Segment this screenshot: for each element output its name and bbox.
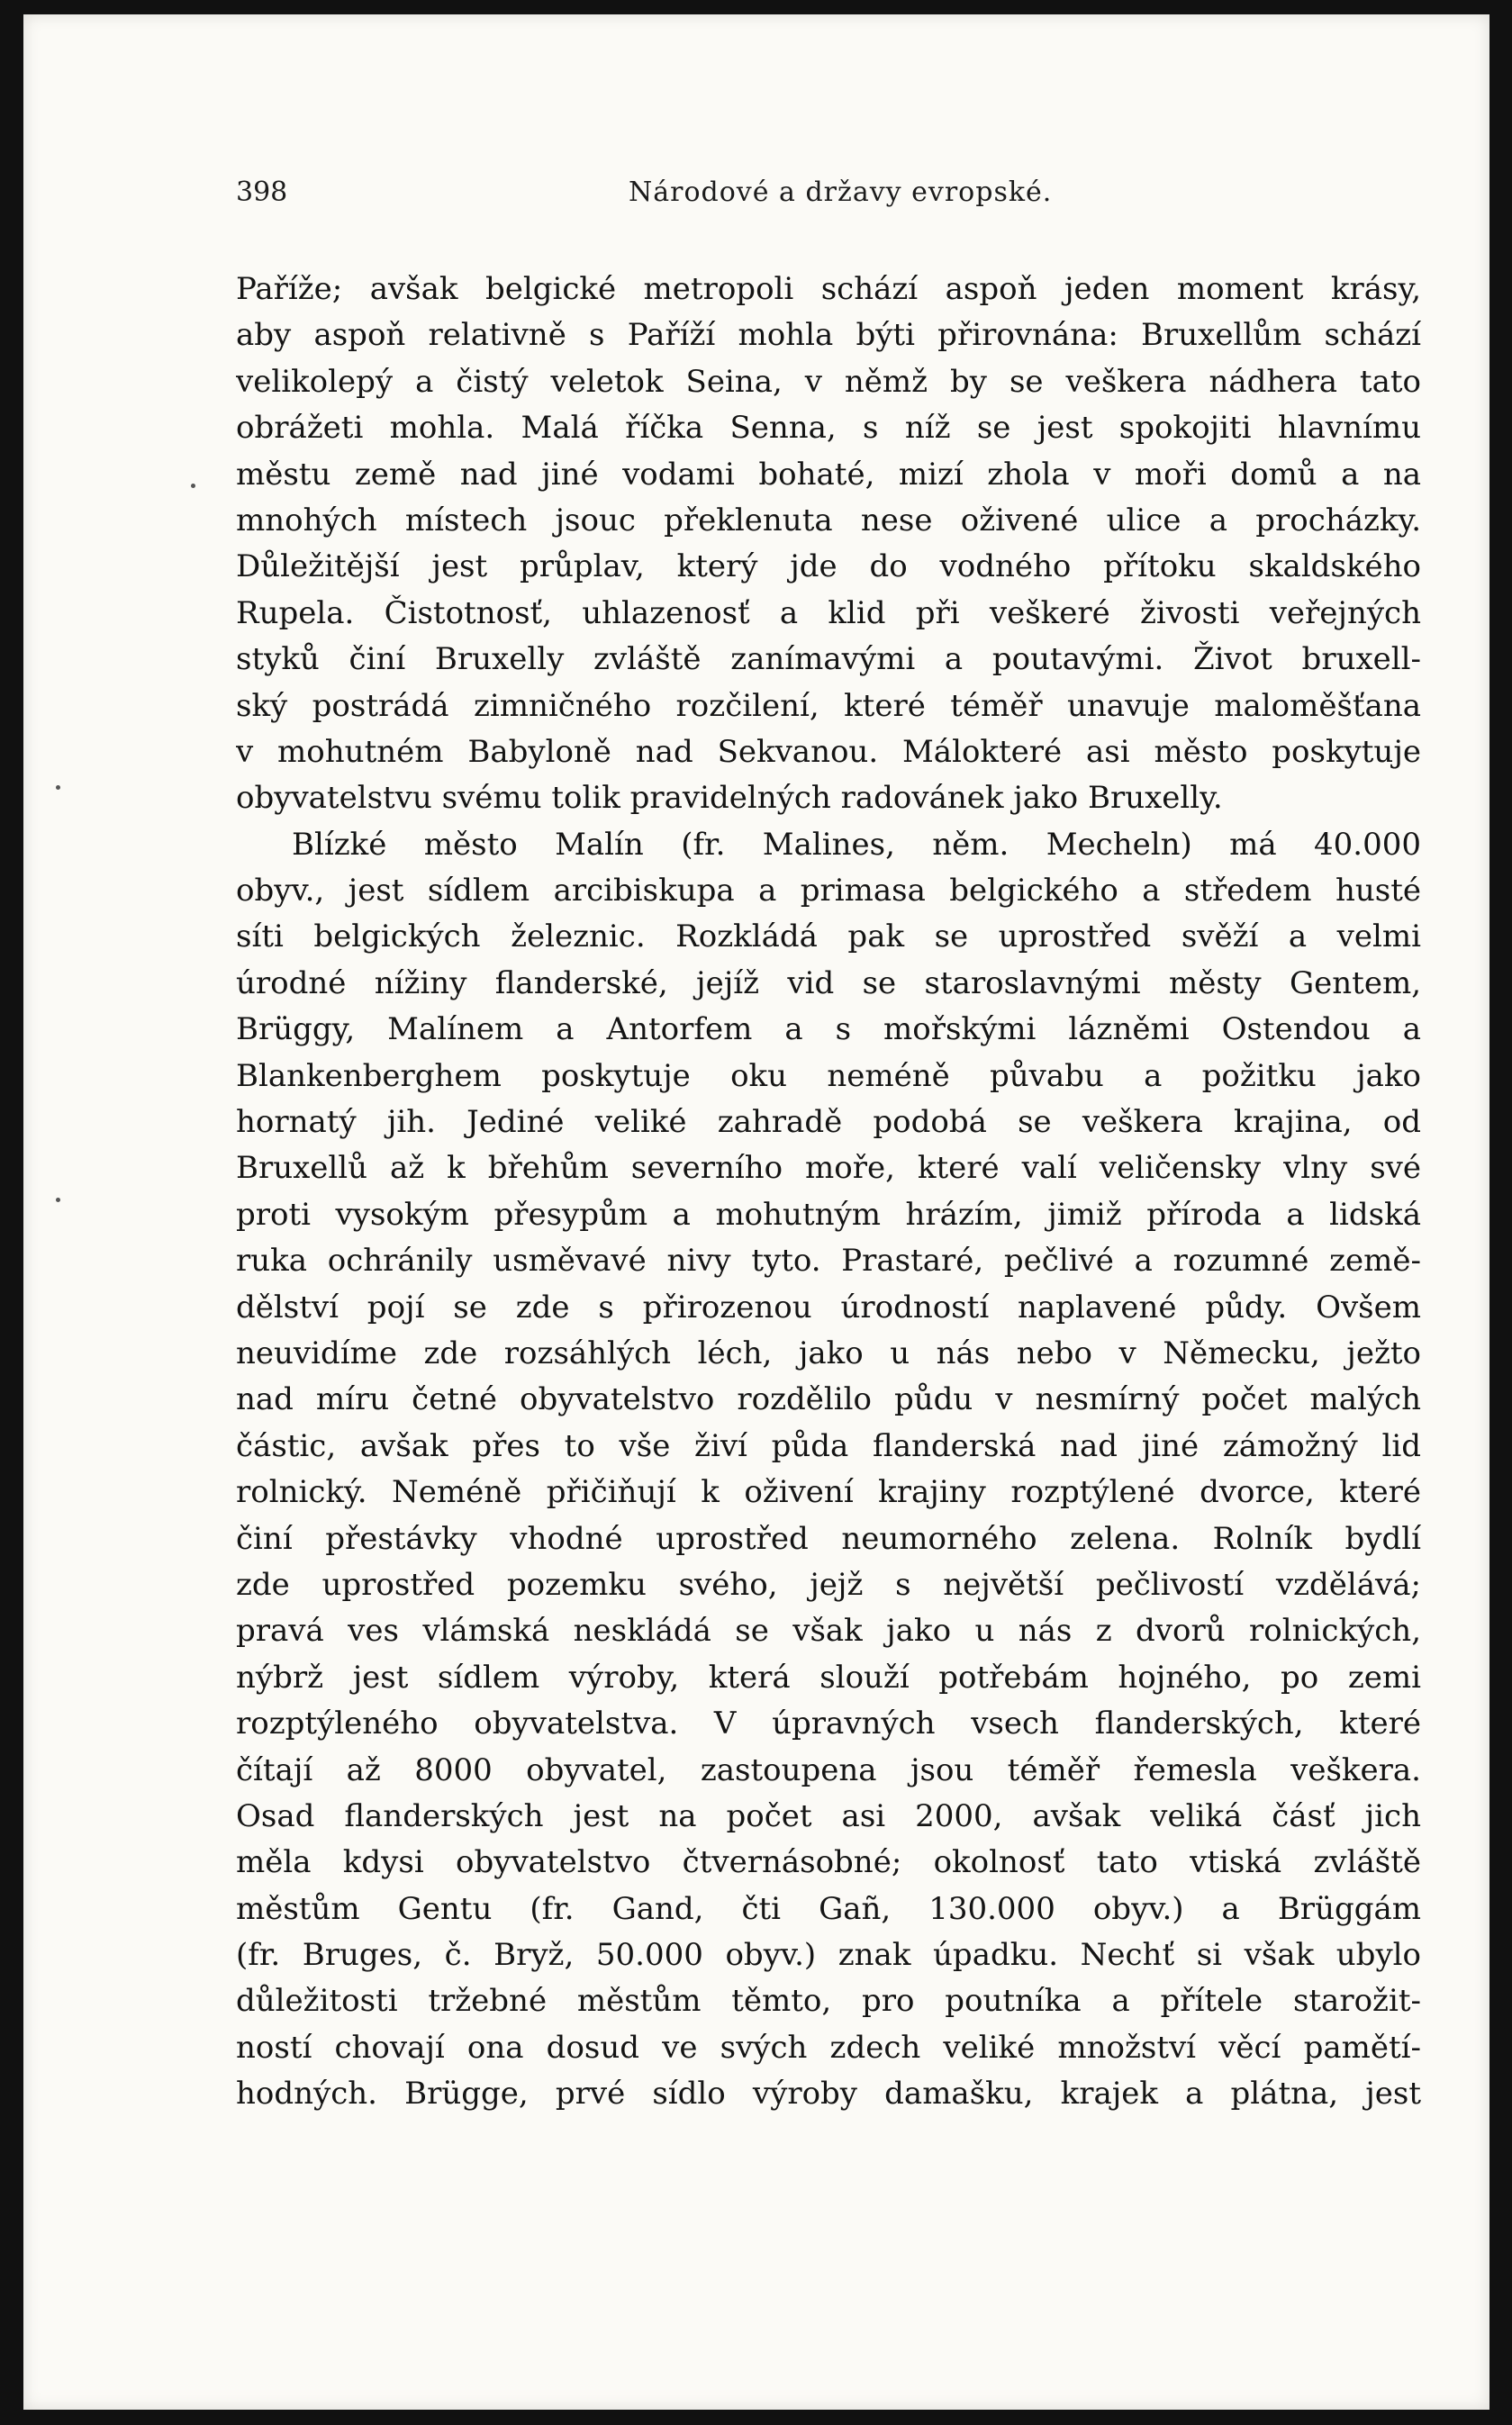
text-line: proti vysokým přesypům a mohutným hrázím, jimiž příroda a lidská (236, 1196, 1421, 1233)
text-line: částic, avšak přes to vše živí půda flanderská nad jiné zámožný lid (236, 1427, 1421, 1464)
text-line: čítají až 8000 obyvatel, zastoupena jsou téměř řemesla veškera. (236, 1751, 1421, 1788)
text-line: měla kdysi obyvatelstvo čtvernásobné; okolnosť tato vtiská zvláště (236, 1844, 1421, 1881)
text-line: Osad flanderských jest na počet asi 2000, avšak veliká čásť jich (236, 1797, 1421, 1834)
text-line: hodných. Brügge, prvé sídlo výroby damašku, krajek a plátna, jest (236, 2076, 1421, 2113)
text-line: v mohutném Babyloně nad Sekvanou. Málokteré asi město poskytuje (236, 733, 1421, 770)
text-line: Důležitější jest průplav, který jde do vodného přítoku skaldského (236, 548, 1421, 585)
text-line: důležitosti tržebné městům těmto, pro poutníka a přítele starožit- (236, 1983, 1421, 2020)
margin-speck (56, 1198, 60, 1202)
text-line: obrážeti mohla. Malá říčka Senna, s níž se jest spokojiti hlavnímu (236, 410, 1421, 447)
running-title: Národové a državy evropské. (629, 176, 1053, 208)
text-line: rolnický. Neméně přičiňují k oživení krajiny rozptýlené dvorce, které (236, 1474, 1421, 1511)
body-text (236, 267, 1421, 2118)
text-line: aby aspoň relativně s Paříží mohla býti přirovnána: Bruxellům schází (236, 317, 1421, 354)
text-line: Blízké město Malín (fr. Malines, něm. Mecheln) má 40.000 (292, 826, 1421, 863)
text-line: Blankenberghem poskytuje oku neméně půvabu a požitku jako (236, 1057, 1421, 1094)
text-line: obyv., jest sídlem arcibiskupa a primasa belgického a středem husté (236, 873, 1421, 909)
text-line: síti belgických železnic. Rozkládá pak se uprostřed svěží a velmi (236, 918, 1421, 955)
text-line: (fr. Bruges, č. Bryž, 50.000 obyv.) znak úpadku. Nechť si však ubylo (236, 1937, 1421, 1974)
text-line: nýbrž jest sídlem výroby, která slouží potřebám hojného, po zemi (236, 1659, 1421, 1696)
text-line: městům Gentu (fr. Gand, čti Gañ, 130.000 obyv.) a Brüggám (236, 1890, 1421, 1927)
page-number: 398 (236, 176, 288, 208)
text-line: úrodné nížiny flanderské, jejíž vid se staroslavnými městy Gentem, (236, 964, 1421, 1001)
text-line: obyvatelstvu svému tolik pravidelných radovánek jako Bruxelly. (236, 780, 1223, 817)
text-line: mnohých místech jsouc překlenuta nese oživené ulice a procházky. (236, 502, 1421, 538)
text-line: ský postrádá zimničného rozčilení, které téměř unavuje maloměšťana (236, 687, 1421, 724)
text-line: Rupela. Čistotnosť, uhlazenosť a klid při veškeré živosti veřejných (236, 594, 1421, 631)
text-line: styků činí Bruxelly zvláště zanímavými a poutavými. Život bruxell- (236, 641, 1421, 678)
running-head (236, 167, 1421, 222)
text-line: činí přestávky vhodné uprostřed neumorného zelena. Rolník bydlí (236, 1520, 1421, 1557)
text-line: zde uprostřed pozemku svého, jejž s největší pečlivostí vzdělává; (236, 1566, 1421, 1603)
text-line: hornatý jih. Jediné veliké zahradě podobá se veškera krajina, od (236, 1104, 1421, 1141)
text-line: Paříže; avšak belgické metropoli schází aspoň jeden moment krásy, (236, 271, 1421, 307)
text-line: nad míru četné obyvatelstvo rozdělilo půdu v nesmírný počet malých (236, 1381, 1421, 1418)
text-line: ností chovají ona dosud ve svých zdech veliké množství věcí pamětí- (236, 2029, 1421, 2066)
text-line: městu země nad jiné vodami bohaté, mizí zhola v moři domů a na (236, 456, 1421, 493)
text-line: Bruxellů až k břehům severního moře, které valí veličensky vlny své (236, 1150, 1421, 1187)
text-line: ruka ochránily usměvavé nivy tyto. Prastaré, pečlivé a rozumné země- (236, 1243, 1421, 1280)
text-line: dělství pojí se zde s přirozenou úrodností naplavené půdy. Ovšem (236, 1289, 1421, 1326)
text-line: velikolepý a čistý veletok Seina, v němž by se veškera nádhera tato (236, 363, 1421, 400)
text-line: neuvidíme zde rozsáhlých léch, jako u nás nebo v Německu, ježto (236, 1335, 1421, 1371)
text-line: pravá ves vlámská neskládá se však jako u nás z dvorů rolnických, (236, 1613, 1421, 1650)
margin-speck (191, 484, 195, 488)
text-line: Brüggy, Malínem a Antorfem a s mořskými lázněmi Ostendou a (236, 1011, 1421, 1048)
margin-speck (56, 785, 60, 790)
text-line: rozptýleného obyvatelstva. V úpravných vsech flanderských, které (236, 1706, 1421, 1742)
